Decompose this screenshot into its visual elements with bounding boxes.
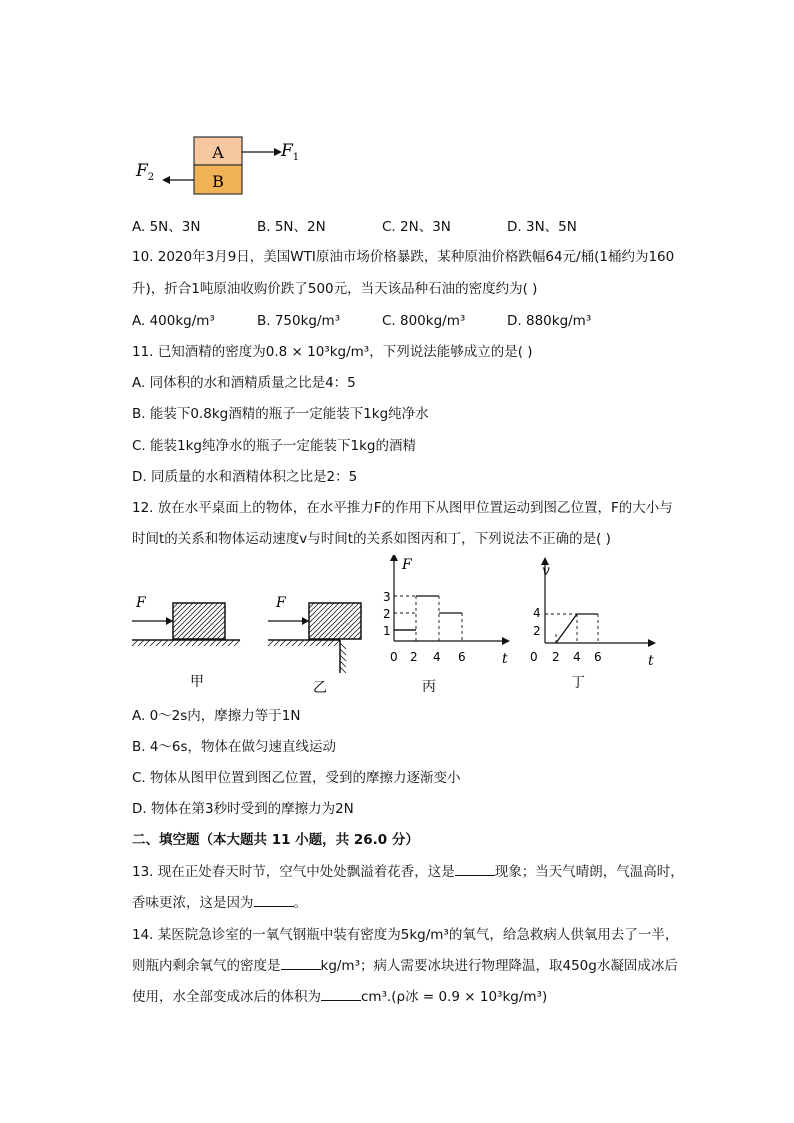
table-hatch-line bbox=[234, 640, 240, 646]
fig-bing-ytick-2: 2 bbox=[383, 607, 391, 621]
fig-ding-dashes bbox=[545, 614, 598, 643]
fig-bing-ytick-1: 1 bbox=[383, 624, 391, 638]
fig-jia-caption: 甲 bbox=[190, 674, 204, 690]
fig-bing-caption: 丙 bbox=[422, 679, 436, 695]
q14-blank-2[interactable] bbox=[321, 987, 361, 1001]
fig-ding-xtick-2: 2 bbox=[552, 650, 560, 664]
table-hatch-line bbox=[192, 640, 198, 646]
fig-bing-xlabel: t bbox=[502, 651, 508, 667]
q12-option-d: D. 物体在第3秒时受到的摩擦力为2N bbox=[132, 801, 354, 817]
q13-line2-b: 。 bbox=[293, 895, 307, 911]
q12-figures bbox=[128, 555, 668, 700]
q13-line2-a: 香味更浓，这是因为 bbox=[132, 895, 254, 911]
table-hatch-line bbox=[310, 640, 316, 646]
table-hatch-line bbox=[210, 640, 216, 646]
q9-option-a: A. 5N、3N bbox=[132, 219, 201, 235]
fig-bing-dashes bbox=[394, 596, 462, 641]
fig-ding bbox=[530, 557, 656, 691]
fig-bing-y-arrow bbox=[390, 555, 398, 561]
table-hatch-line bbox=[292, 640, 298, 646]
q12-stem-line2: 时间t的关系和物体运动速度v与时间t的关系如图丙和丁，下列说法不正确的是( ) bbox=[132, 531, 611, 547]
q11-option-a: A. 同体积的水和酒精质量之比是4：5 bbox=[132, 375, 356, 391]
table-hatch-line bbox=[162, 640, 168, 646]
fig-bing-ylabel: F bbox=[402, 557, 412, 573]
table-hatch-line bbox=[340, 655, 346, 661]
fig-yi-caption: 乙 bbox=[313, 680, 327, 696]
q14-line3-a: 使用，水全部变成冰后的体积为 bbox=[132, 989, 321, 1005]
table-hatch-line bbox=[304, 640, 310, 646]
table-hatch-line bbox=[298, 640, 304, 646]
table-hatch-line bbox=[286, 640, 292, 646]
fig-ding-caption: 丁 bbox=[571, 675, 585, 691]
table-hatch-line bbox=[334, 640, 340, 646]
fig-jia bbox=[132, 595, 240, 690]
fig-ding-ytick-4: 4 bbox=[533, 606, 541, 620]
q9-option-d: D. 3N、5N bbox=[507, 219, 577, 235]
q12-stem-line1: 12. 放在水平桌面上的物体，在水平推力F的作用下从图甲位置运动到图乙位置，F的大小与 bbox=[132, 500, 673, 516]
fig-bing-xtick-2: 2 bbox=[410, 650, 418, 664]
fig-ding-x-arrow bbox=[648, 639, 656, 647]
q10-option-c: C. 800kg/m³ bbox=[382, 313, 466, 329]
fig-yi-force-label: F bbox=[276, 595, 286, 611]
table-hatch-line bbox=[340, 661, 346, 667]
q13-line1-a: 13. 现在正处春天时节，空气中处处飘溢着花香，这是 bbox=[132, 864, 455, 880]
q11-option-d: D. 同质量的水和酒精体积之比是2：5 bbox=[132, 469, 358, 485]
table-hatch-line bbox=[168, 640, 174, 646]
table-hatch-line bbox=[222, 640, 228, 646]
q11-stem: 11. 已知酒精的密度为0.8 × 10³kg/m³，下列说法能够成立的是( ) bbox=[132, 344, 533, 360]
table-hatch-line bbox=[274, 640, 280, 646]
f1-label: $F_1$ bbox=[281, 141, 300, 163]
q14-blank-1[interactable] bbox=[281, 956, 321, 970]
q14-line2-a: 则瓶内剩余氧气的密度是 bbox=[132, 958, 281, 974]
f2-arrowhead bbox=[162, 176, 170, 184]
q13-blank-2[interactable] bbox=[254, 893, 294, 907]
table-hatch-line bbox=[340, 649, 346, 655]
q14-line3-b: cm³.(ρ冰 = 0.9 × 10³kg/m³) bbox=[361, 989, 548, 1005]
q10-option-d: D. 880kg/m³ bbox=[507, 313, 592, 329]
table-hatch-line bbox=[144, 640, 150, 646]
section-heading: 二、填空题（本大题共 11 小题，共 26.0 分） bbox=[132, 832, 419, 848]
q10-stem-line2: 升)，折合1吨原油收购价跌了500元，当天该品种石油的密度约为( ) bbox=[132, 281, 538, 297]
table-hatch-line bbox=[280, 640, 286, 646]
table-hatch-line bbox=[316, 640, 322, 646]
q11-option-c: C. 能装1kg纯净水的瓶子一定能装下1kg的酒精 bbox=[132, 438, 416, 454]
table-hatch-line bbox=[328, 640, 334, 646]
table-hatch-line bbox=[204, 640, 210, 646]
fig-jia-table-hatch bbox=[132, 640, 240, 646]
fig-bing bbox=[383, 555, 510, 695]
q13-line2 bbox=[132, 893, 307, 913]
table-hatch-line bbox=[132, 640, 138, 646]
q13-blank-1[interactable] bbox=[455, 862, 495, 876]
q14-line2 bbox=[132, 956, 678, 976]
table-hatch-line bbox=[156, 640, 162, 646]
table-hatch-line bbox=[138, 640, 144, 646]
q9-option-c: C. 2N、3N bbox=[382, 219, 451, 235]
q12-option-a: A. 0～2s内，摩擦力等于1N bbox=[132, 708, 301, 724]
fig-ding-xtick-6: 6 bbox=[594, 650, 602, 664]
fig-ding-xtick-0: 0 bbox=[530, 650, 538, 664]
fig-bing-x-arrow bbox=[502, 637, 510, 645]
block-a-label: A bbox=[212, 143, 224, 162]
table-hatch-line bbox=[150, 640, 156, 646]
fig-ding-seg1 bbox=[556, 614, 577, 643]
fig-ding-ylabel: v bbox=[542, 563, 550, 579]
q10-option-b: B. 750kg/m³ bbox=[257, 313, 341, 329]
fig-jia-arrowhead bbox=[166, 617, 173, 625]
table-hatch-line bbox=[268, 640, 274, 646]
fig-ding-ytick-2: 2 bbox=[533, 624, 541, 638]
q10-option-a: A. 400kg/m³ bbox=[132, 313, 215, 329]
fig-ding-xtick-4: 4 bbox=[573, 650, 581, 664]
q9-option-b: B. 5N、2N bbox=[257, 219, 326, 235]
q12-option-b: B. 4～6s，物体在做匀速直线运动 bbox=[132, 739, 337, 755]
fig-bing-xtick-0: 0 bbox=[390, 650, 398, 664]
table-hatch-line bbox=[174, 640, 180, 646]
table-hatch-line bbox=[180, 640, 186, 646]
table-hatch-line bbox=[322, 640, 328, 646]
q14-line2-b: kg/m³；病人需要冰块进行物理降温，取450g水凝固成冰后 bbox=[320, 958, 678, 974]
table-hatch-line bbox=[340, 667, 346, 673]
fig-yi-arrowhead bbox=[302, 617, 309, 625]
fig-bing-ytick-3: 3 bbox=[383, 590, 391, 604]
fig-yi bbox=[268, 595, 361, 696]
table-hatch-line bbox=[198, 640, 204, 646]
fig-bing-xtick-4: 4 bbox=[433, 650, 441, 664]
q13-line1-b: 现象；当天气晴朗，气温高时， bbox=[494, 864, 684, 880]
fig-jia-force-label: F bbox=[136, 595, 146, 611]
q13-line1 bbox=[132, 862, 684, 882]
table-hatch-line bbox=[216, 640, 222, 646]
f2-label: $F_2$ bbox=[136, 161, 155, 183]
q12-option-c: C. 物体从图甲位置到图乙位置，受到的摩擦力逐渐变小 bbox=[132, 770, 461, 786]
q9-blocks-figure bbox=[128, 130, 318, 200]
q11-option-b: B. 能装下0.8kg酒精的瓶子一定能装下1kg纯净水 bbox=[132, 406, 429, 422]
fig-ding-xlabel: t bbox=[648, 653, 654, 669]
fig-bing-xtick-6: 6 bbox=[458, 650, 466, 664]
table-hatch-line bbox=[228, 640, 234, 646]
block-b-label: B bbox=[212, 172, 224, 191]
q10-stem-line1: 10. 2020年3月9日，美国WTI原油市场价格暴跌，某种原油价格跌幅64元/桶(1桶约为160 bbox=[132, 249, 675, 265]
q14-line1: 14. 某医院急诊室的一氧气钢瓶中装有密度为5kg/m³的氧气，给急救病人供氧用去了一半， bbox=[132, 927, 679, 943]
fig-yi-table-hatch bbox=[268, 640, 346, 673]
table-hatch-line bbox=[340, 643, 346, 649]
table-hatch-line bbox=[186, 640, 192, 646]
q14-line3 bbox=[132, 987, 547, 1007]
